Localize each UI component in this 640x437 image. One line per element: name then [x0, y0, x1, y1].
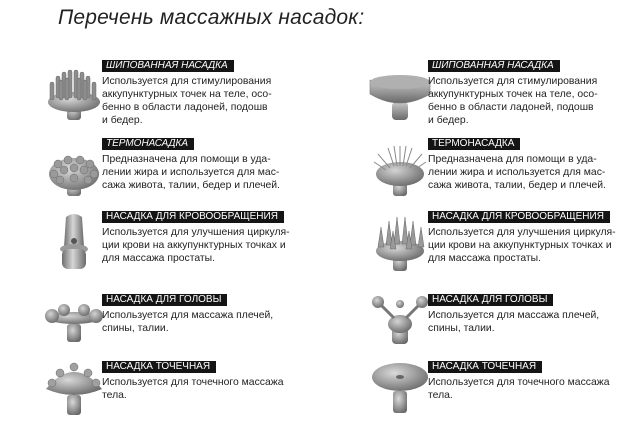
attachment-description: Используется для улучшения циркуля- ции крови на аккупунктурных точках и для массажа простаты.	[102, 227, 290, 264]
attachment-description: Предназначена для помощи в уда- лении жира и используется для мас- сажа живота, талии, бедер и плечей.	[102, 154, 280, 191]
attachment-card	[364, 138, 640, 214]
attachment-description: Используется для массажа плечей, спины, талии.	[102, 310, 274, 334]
attachment-description: Используется для стимулирования аккупунктурных точек на теле, осо- бенно в области ладоней, подошв и бедер.	[428, 76, 598, 126]
attachment-label: НАСАДКА ТОЧЕЧНАЯ	[102, 361, 216, 373]
attachment-card	[38, 211, 358, 287]
attachment-label: ТЕРМОНАСАДКА	[428, 138, 520, 150]
attachment-card	[364, 294, 640, 370]
attachment-description: Используется для массажа плечей, спины, талии.	[428, 310, 600, 334]
attachment-label: НАСАДКА ДЛЯ ГОЛОВЫ	[102, 294, 227, 306]
attachment-card	[38, 361, 358, 437]
attachment-label: НАСАДКА ДЛЯ КРОВООБРАЩЕНИЯ	[102, 211, 284, 223]
attachment-label: НАСАДКА ДЛЯ ГОЛОВЫ	[428, 294, 553, 306]
page-title: Перечень массажных насадок:	[58, 6, 365, 29]
attachment-description: Используется для стимулирования аккупунктурных точек на теле, осо- бенно в области ладоней, подошв и бедер.	[102, 76, 272, 126]
attachment-description: Используется для точечного массажа тела.	[428, 377, 610, 401]
attachment-label: ШИПОВАННАЯ НАСАДКА	[102, 60, 234, 72]
attachment-label: НАСАДКА ТОЧЕЧНАЯ	[428, 361, 542, 373]
attachment-label: ТЕРМОНАСАДКА	[102, 138, 194, 150]
attachment-card	[364, 60, 640, 136]
attachment-description: Используется для точечного массажа тела.	[102, 377, 284, 401]
attachment-description: Используется для улучшения циркуля- ции крови на аккупунктурных точках и для массажа простаты.	[428, 227, 616, 264]
attachment-label: НАСАДКА ДЛЯ КРОВООБРАЩЕНИЯ	[428, 211, 610, 223]
attachment-description: Предназначена для помощи в уда- лении жира и используется для мас- сажа живота, талии, бедер и плечей.	[428, 154, 606, 191]
attachment-label: ШИПОВАННАЯ НАСАДКА	[428, 60, 560, 72]
attachment-card	[38, 60, 358, 136]
attachment-card	[38, 294, 358, 370]
attachment-card	[38, 138, 358, 214]
attachment-card	[364, 361, 640, 437]
attachment-card	[364, 211, 640, 287]
